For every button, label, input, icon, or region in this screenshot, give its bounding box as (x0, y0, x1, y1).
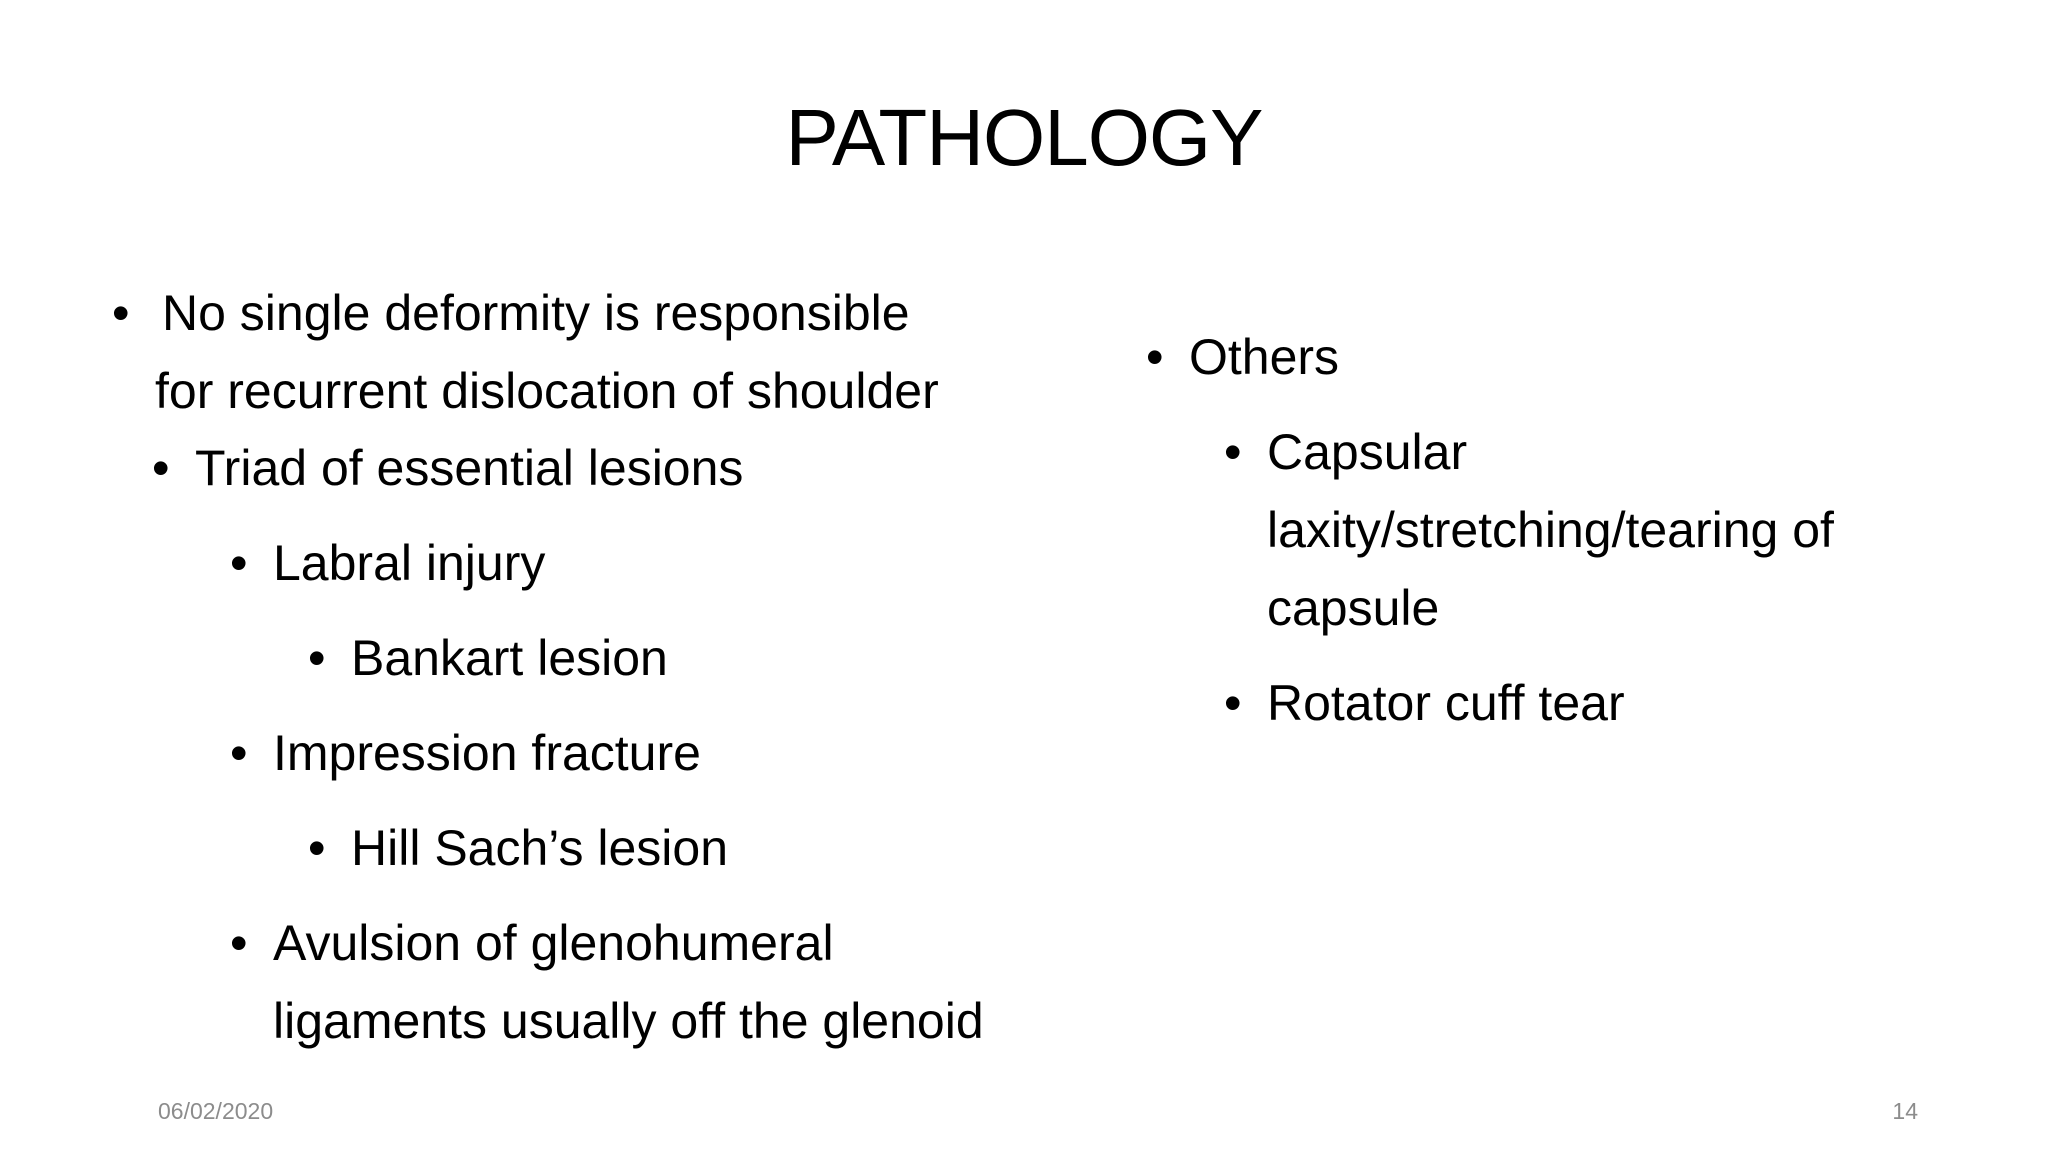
bullet-glyph: • (1224, 675, 1242, 731)
bullet-avulsion-line2: ligaments usually off the glenoid (273, 993, 984, 1049)
footer-page-number: 14 (1892, 1098, 1918, 1124)
bullet-glyph: • (230, 725, 248, 781)
bullet-others-text: Others (1189, 329, 1340, 385)
bullet-triad-text: Triad of essential lesions (195, 440, 744, 496)
bullet-impression-fracture (230, 714, 701, 792)
bullet-capsular-line3: capsule (1267, 580, 1440, 636)
bullet-intro-line2: for recurrent dislocation of shoulder (155, 363, 939, 419)
bullet-glyph: • (230, 535, 248, 591)
bullet-hill-sachs-text: Hill Sach’s lesion (351, 820, 729, 876)
slide-title: PATHOLOGY (785, 93, 1263, 182)
bullet-glyph: • (112, 285, 130, 341)
bullet-rotator-cuff (1224, 664, 1625, 742)
bullet-labral-injury (230, 524, 545, 602)
footer-date: 06/02/2020 (158, 1098, 274, 1124)
bullet-avulsion (230, 904, 984, 1060)
bullet-glyph: • (1146, 329, 1164, 385)
bullet-labral-injury-text: Labral injury (273, 535, 546, 591)
bullet-impression-fracture-text: Impression fracture (273, 725, 701, 781)
bullet-intro (112, 274, 939, 430)
bullet-glyph: • (308, 820, 326, 876)
bullet-capsular (1224, 413, 1834, 647)
bullet-avulsion-line1: Avulsion of glenohumeral (273, 915, 834, 971)
bullet-triad (152, 429, 743, 507)
bullet-bankart (308, 619, 668, 697)
bullet-glyph: • (308, 630, 326, 686)
bullet-rotator-cuff-text: Rotator cuff tear (1267, 675, 1625, 731)
bullet-intro-line1: No single deformity is responsible (162, 285, 910, 341)
bullet-glyph: • (230, 915, 248, 971)
bullet-glyph: • (152, 440, 170, 496)
bullet-bankart-text: Bankart lesion (351, 630, 668, 686)
bullet-hill-sachs (308, 809, 728, 887)
bullet-glyph: • (1224, 424, 1242, 480)
bullet-capsular-line1: Capsular (1267, 424, 1468, 480)
bullet-capsular-line2: laxity/stretching/tearing of (1267, 502, 1834, 558)
bullet-others (1146, 318, 1339, 396)
